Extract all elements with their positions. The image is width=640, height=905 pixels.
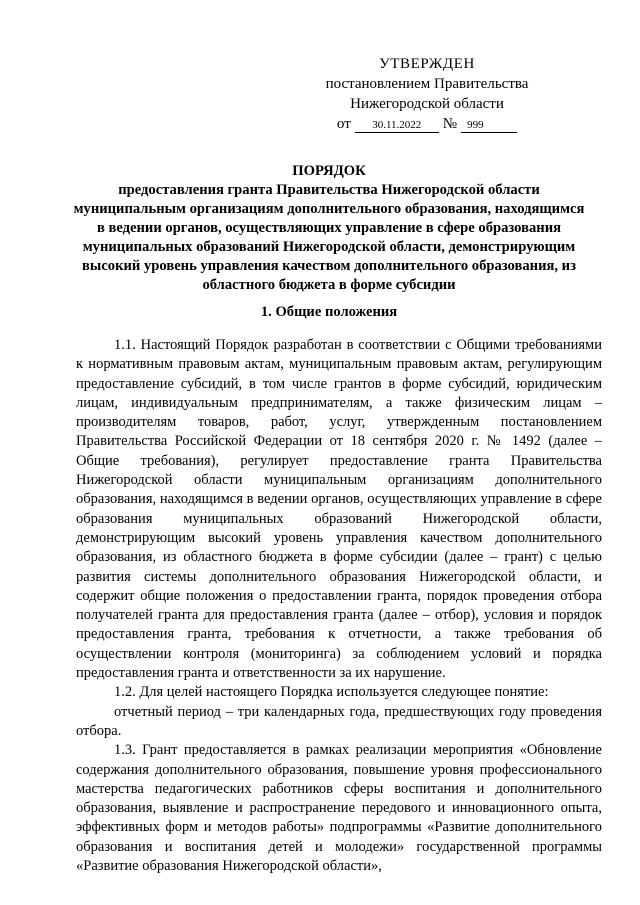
section-heading: 1. Общие положения <box>260 304 398 320</box>
approval-line-1: постановлением Правительства <box>325 76 529 92</box>
number-sign: № <box>442 116 458 132</box>
document-body <box>76 336 602 876</box>
document-title: ПОРЯДОК <box>292 163 366 179</box>
paragraph-1-1: 1.1. Настоящий Порядок разработан в соответствии с Общими требованиями к нормативным правовым актам, муниципальным правовым актам, регулирующим предоставление субсидий, в том числе грантов в форме субсидий, юридическим лицам, индивидуальным предпринимателям, а также физическим лицам – производителям товаров, работ, услуг, утвержденным постановлением Правительства Российской Федерации от 18 сентября 2020 г. № 1492 (далее – Общие требования), регулирует предоставление гранта Правительства Нижегородской области муниципальным организациям дополнительного образования, находящимся в ведении органов, осуществляющих управление в сфере образования муниципальных образований Нижегородской области, демонстрирующим высокий уровень управления качеством дополнительного образования, из областного бюджета в форме субсидии (далее – грант) с целью развития системы дополнительного образования Нижегородской области, и содержит общие положения о предоставлении гранта, порядок проведения отбора получателей гранта для предоставления гранта (далее – отбор), условия и порядок предоставления гранта, требования к отчетности, а также требования об осуществлении контроля (мониторинга) за соблюдением условий и порядка предоставления гранта и ответственности за их нарушение. <box>76 337 602 682</box>
paragraph-1-2: 1.2. Для целей настоящего Порядка используется следующее понятие: <box>114 684 549 701</box>
date-prefix: от <box>336 116 351 132</box>
approval-date: 30.11.2022 <box>355 119 439 133</box>
document-title-block <box>68 162 590 295</box>
paragraph-1-3: 1.3. Грант предоставляется в рамках реализации мероприятия «Обновление содержания дополнительного образования, повышение уровня профессионального мастерства педагогических работников сферы воспитания и дополнительного образования, выявление и распространение передового и инновационного опыта, эффективных форм и методов работы» подпрограммы «Развитие дополнительного образования и воспитания детей и молодежи» государственной программы «Развитие образования Нижегородской области», <box>76 742 602 875</box>
approval-number: 999 <box>461 119 517 133</box>
approval-title: УТВЕРЖДЕН <box>379 56 475 72</box>
paragraph-definition: отчетный период – три календарных года, предшествующих году проведения отбора. <box>76 703 602 739</box>
approval-date-line <box>300 114 554 134</box>
approval-line-2: Нижегородской области <box>350 96 504 112</box>
approval-stamp <box>300 54 554 134</box>
document-subtitle: предоставления гранта Правительства Нижегородской области муниципальным организациям дополнительного образования, находящимся в ведении органов, осуществляющих управление в сфере образования муниципальных образований Нижегородской области, демонстрирующим высокий уровень управления качеством дополнительного образования, из областного бюджета в форме субсидии <box>73 182 585 293</box>
